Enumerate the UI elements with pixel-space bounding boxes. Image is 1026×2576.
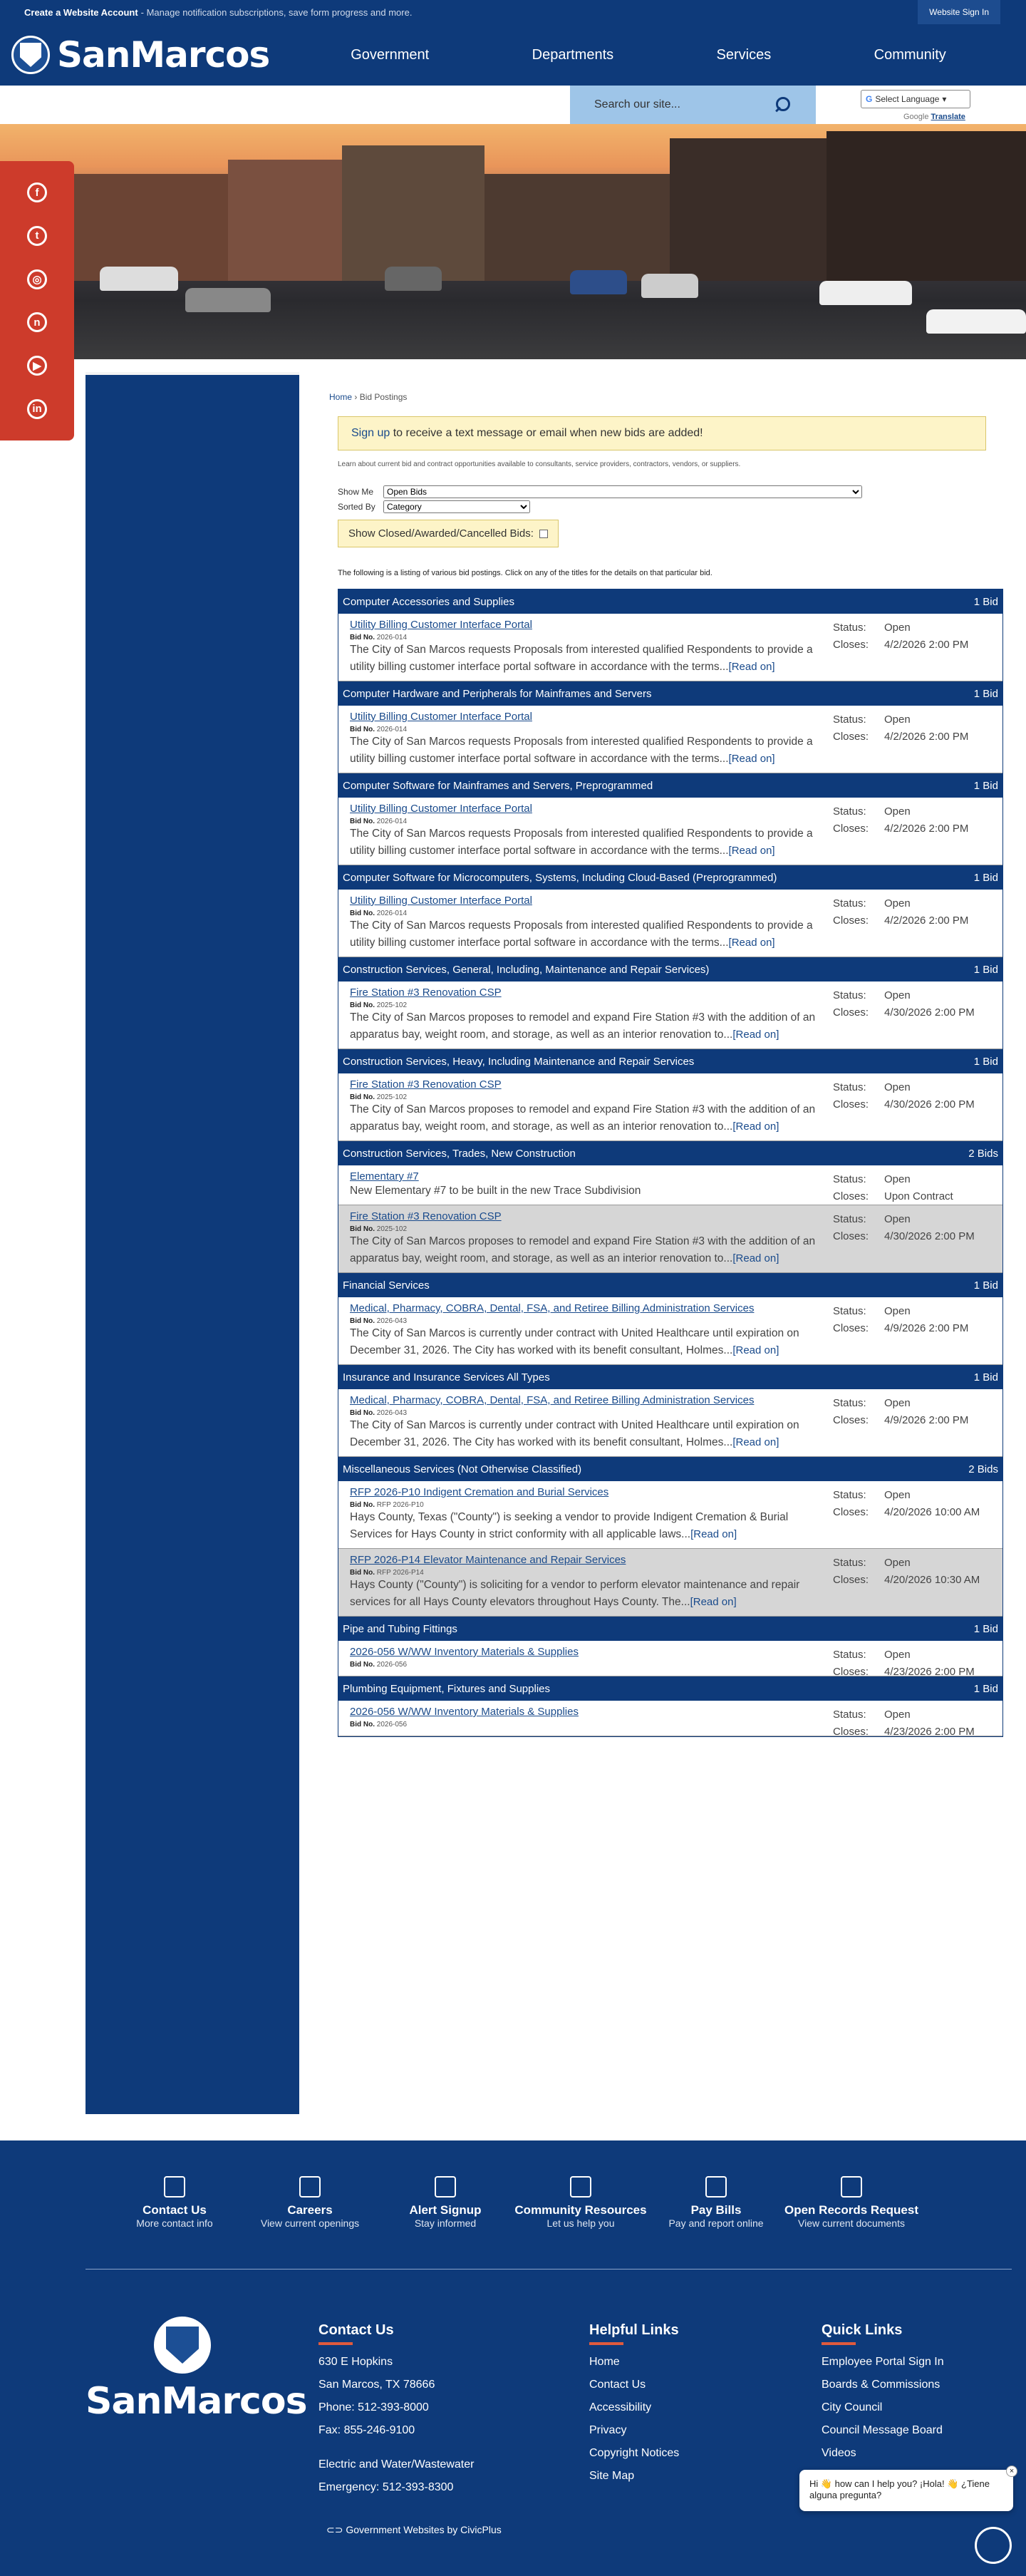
- status-value: Open: [884, 897, 911, 910]
- bid-number-label: Bid No.: [350, 1661, 377, 1669]
- quick-links-heading: Quick Links: [822, 2322, 903, 2338]
- bid-status: [833, 1303, 998, 1337]
- closes-label: Closes:: [833, 1574, 869, 1586]
- bid-number: Bid No. 2026-056: [350, 1721, 408, 1729]
- chat-popup[interactable]: [799, 2467, 1015, 2511]
- closes-value: 4/23/2026 2:00 PM: [884, 1726, 975, 1738]
- bid-item: [338, 706, 1002, 773]
- status-value: Open: [884, 1081, 911, 1093]
- main-nav: [0, 24, 1026, 86]
- closes-label: Closes:: [833, 1190, 869, 1202]
- category-header: [338, 1617, 1002, 1641]
- quick-link-subtitle: View current documents: [798, 2217, 905, 2229]
- closes-value: 4/2/2026 2:00 PM: [884, 915, 969, 927]
- status-label: Status:: [833, 1557, 866, 1569]
- bid-status: [833, 1079, 998, 1113]
- status-value: Open: [884, 1557, 911, 1569]
- signup-link[interactable]: Sign up: [351, 427, 390, 439]
- hero-image: [0, 124, 1026, 359]
- footer-helpful-links: [589, 2321, 679, 2488]
- main-content-wrap: [86, 372, 1016, 2114]
- bid-number: Bid No. 2026-043: [350, 1317, 408, 1325]
- translate-link[interactable]: Translate: [931, 113, 965, 121]
- google-label: Google: [903, 113, 929, 121]
- contact-line: Phone: 512-393-8000: [318, 2401, 429, 2413]
- status-label: Status:: [833, 1709, 866, 1721]
- status-label: Status:: [833, 713, 866, 726]
- status-value: Open: [884, 989, 911, 1001]
- chat-text: Hi 👋 how can I help you? ¡Hola! 👋 ¿Tiene alguna pregunta?: [809, 2478, 990, 2500]
- quick-link-city-council[interactable]: City Council: [822, 2401, 883, 2413]
- bid-number-label: Bid No.: [350, 818, 377, 825]
- closes-label: Closes:: [833, 731, 869, 743]
- breadcrumb-separator: ›: [352, 392, 360, 402]
- bid-status: [833, 1211, 998, 1245]
- category-name: Construction Services, Heavy, Including Maintenance and Repair Services: [343, 1055, 695, 1068]
- bid-title-link[interactable]: Medical, Pharmacy, COBRA, Dental, FSA, and Retiree Billing Administration Services: [350, 1302, 755, 1314]
- category-header: [338, 1141, 1002, 1165]
- read-on-link[interactable]: [Read on]: [690, 1596, 737, 1608]
- closes-value: 4/23/2026 2:00 PM: [884, 1666, 975, 1678]
- quick-link-title: Careers: [287, 2203, 333, 2217]
- quick-link-title: Contact Us: [142, 2203, 207, 2217]
- bid-description: The City of San Marcos proposes to remodel and expand Fire Station #3 with the addition of an apparatus bay, weight room, and storage, as well as an interior renovation to...[Read on]: [350, 1011, 816, 1041]
- nav-item-community[interactable]: Community: [874, 46, 946, 63]
- status-label: Status:: [833, 1305, 866, 1317]
- chevron-down-icon: ▾: [942, 94, 947, 104]
- footer-link-privacy[interactable]: Privacy: [589, 2424, 627, 2436]
- bid-number: Bid No. 2026-014: [350, 634, 408, 642]
- bid-status: [833, 987, 998, 1021]
- show-closed-label: Show Closed/Awarded/Cancelled Bids:: [348, 527, 534, 540]
- bid-title-link[interactable]: Fire Station #3 Renovation CSP: [350, 1210, 502, 1222]
- civicplus-credit[interactable]: ⊂⊃ Government Websites by CivicPlus: [326, 2524, 502, 2535]
- footer-quicklinks: [822, 2321, 944, 2465]
- nav-menu: [299, 24, 998, 86]
- quick-link-community-resources[interactable]: [513, 2176, 648, 2262]
- bid-item: [338, 890, 1002, 957]
- helpful-links-heading: Helpful Links: [589, 2322, 679, 2338]
- status-label: Status:: [833, 622, 866, 634]
- status-value: Open: [884, 1649, 911, 1661]
- show-closed-checkbox[interactable]: [539, 530, 548, 538]
- nav-item-departments[interactable]: Departments: [532, 46, 614, 63]
- bid-number: Bid No. 2026-014: [350, 910, 408, 917]
- quick-link-pay-bills[interactable]: [648, 2176, 784, 2262]
- quick-link-videos[interactable]: Videos: [822, 2447, 856, 2459]
- language-select[interactable]: [861, 90, 970, 108]
- contact-line: Electric and Water/Wastewater: [318, 2458, 475, 2471]
- closes-value: 4/30/2026 2:00 PM: [884, 1006, 975, 1019]
- show-me-label: Show Me: [338, 487, 374, 497]
- bid-description: The City of San Marcos requests Proposals from interested qualified Respondents to provide a utility billing customer interface portal software in accordance with the terms...[Read on]: [350, 828, 813, 857]
- quick-link-subtitle: More contact info: [136, 2217, 213, 2229]
- status-value: Open: [884, 1709, 911, 1721]
- closes-label: Closes:: [833, 1322, 869, 1334]
- category-name: Financial Services: [343, 1279, 430, 1292]
- read-on-link[interactable]: [Read on]: [732, 1252, 779, 1264]
- account-bar: [0, 0, 1026, 24]
- bid-number-label: Bid No.: [350, 1501, 377, 1509]
- quick-link-contact-us[interactable]: [107, 2176, 242, 2262]
- contact-line: Emergency: 512-393-8300: [318, 2481, 454, 2493]
- bid-status: [833, 803, 998, 838]
- closes-label: Closes:: [833, 823, 869, 835]
- quick-link-title: Community Resources: [514, 2203, 647, 2217]
- closes-value: 4/20/2026 10:00 AM: [884, 1506, 980, 1518]
- closes-label: Closes:: [833, 1006, 869, 1019]
- footer-link-home[interactable]: Home: [589, 2356, 620, 2368]
- social-media-bar: [0, 161, 74, 441]
- closes-value: 4/2/2026 2:00 PM: [884, 731, 969, 743]
- bid-title-link[interactable]: RFP 2026-P14 Elevator Maintenance and Repair Services: [350, 1554, 626, 1566]
- bid-description: The City of San Marcos requests Proposals from interested qualified Respondents to provide a utility billing customer interface portal software in accordance with the terms...[Read on]: [350, 644, 813, 673]
- status-label: Status:: [833, 1397, 866, 1409]
- building-icon: [841, 2176, 862, 2198]
- category-count: 1 Bid: [973, 779, 998, 792]
- breadcrumb: [329, 392, 986, 402]
- bid-number: Bid No. 2025-102: [350, 1093, 408, 1101]
- bill-icon: [705, 2176, 727, 2198]
- status-label: Status:: [833, 1649, 866, 1661]
- bid-status: [833, 1487, 998, 1521]
- closes-value: 4/30/2026 2:00 PM: [884, 1098, 975, 1111]
- read-on-link[interactable]: [Read on]: [732, 1344, 779, 1356]
- bid-status: [833, 895, 998, 929]
- footer-contact: [318, 2321, 474, 2499]
- category-count: 1 Bid: [973, 1371, 998, 1384]
- quick-link-title: Open Records Request: [784, 2203, 918, 2217]
- category-count: 1 Bid: [973, 1622, 998, 1635]
- bid-status: [833, 1555, 998, 1589]
- bid-item: [338, 1481, 1002, 1549]
- closes-label: Closes:: [833, 1414, 869, 1426]
- bid-number: Bid No. 2025-102: [350, 1225, 408, 1233]
- quick-link-open-records-request[interactable]: [784, 2176, 919, 2262]
- category-name: Computer Software for Mainframes and Servers, Preprogrammed: [343, 779, 653, 792]
- bid-title-link[interactable]: Utility Billing Customer Interface Portal: [350, 895, 532, 907]
- linkedin-icon[interactable]: in: [27, 399, 47, 419]
- status-value: Open: [884, 1305, 911, 1317]
- nav-item-government[interactable]: Government: [351, 46, 430, 63]
- status-value: Open: [884, 1173, 911, 1185]
- read-on-link[interactable]: [Read on]: [732, 1436, 779, 1448]
- search-row: [0, 86, 1026, 124]
- closes-value: 4/2/2026 2:00 PM: [884, 639, 969, 651]
- breadcrumb-current: Bid Postings: [359, 392, 408, 402]
- quick-link-subtitle: Pay and report online: [668, 2217, 764, 2229]
- youtube-icon[interactable]: ▶: [27, 356, 47, 376]
- read-on-link[interactable]: [Read on]: [728, 845, 775, 857]
- category-name: Computer Accessories and Supplies: [343, 595, 514, 608]
- category-header: [338, 1365, 1002, 1389]
- bid-number: Bid No. 2026-014: [350, 818, 408, 825]
- city-seal-icon: [11, 36, 50, 74]
- closes-value: 4/2/2026 2:00 PM: [884, 823, 969, 835]
- bid-description: The City of San Marcos requests Proposals from interested qualified Respondents to provide a utility billing customer interface portal software in accordance with the terms...[Read on]: [350, 736, 813, 765]
- status-label: Status:: [833, 1081, 866, 1093]
- category-header: [338, 1049, 1002, 1073]
- status-value: Open: [884, 805, 911, 818]
- category-name: Miscellaneous Services (Not Otherwise Classified): [343, 1463, 582, 1475]
- category-name: Plumbing Equipment, Fixtures and Supplies: [343, 1682, 550, 1695]
- closes-label: Closes:: [833, 1230, 869, 1242]
- contact-line: 630 E Hopkins: [318, 2356, 393, 2368]
- signup-alert: [338, 416, 986, 450]
- footer-contact-heading: Contact Us: [318, 2322, 394, 2338]
- bid-number: Bid No. 2025-102: [350, 1001, 408, 1009]
- bid-postings-content: [299, 372, 1016, 2114]
- category-header: [338, 1273, 1002, 1297]
- show-closed-toggle: [338, 520, 559, 547]
- closes-label: Closes:: [833, 915, 869, 927]
- bid-categories: [338, 589, 1003, 1737]
- read-on-link[interactable]: [Read on]: [728, 753, 775, 765]
- status-label: Status:: [833, 1213, 866, 1225]
- instagram-icon[interactable]: ◎: [27, 269, 47, 289]
- category-name: Computer Software for Microcomputers, Systems, Including Cloud-Based (Preprogrammed): [343, 871, 777, 884]
- bid-title-link[interactable]: Utility Billing Customer Interface Portal: [350, 711, 532, 723]
- footer-divider: [86, 2269, 1012, 2270]
- status-label: Status:: [833, 989, 866, 1001]
- bid-status: [833, 1647, 998, 1681]
- bid-item: [338, 798, 1002, 865]
- bid-number-label: Bid No.: [350, 634, 377, 642]
- city-seal-icon: [152, 2314, 213, 2376]
- bid-title-link[interactable]: RFP 2026-P10 Indigent Cremation and Burial Services: [350, 1486, 609, 1498]
- breadcrumb-home[interactable]: Home: [329, 392, 353, 402]
- category-count: 1 Bid: [973, 1279, 998, 1292]
- contact-card-icon: [164, 2176, 185, 2198]
- nextdoor-icon[interactable]: n: [27, 312, 47, 332]
- bid-title-link[interactable]: 2026-056 W/WW Inventory Materials & Supplies: [350, 1646, 579, 1658]
- bid-item: [338, 1701, 1002, 1736]
- status-label: Status:: [833, 805, 866, 818]
- bid-number: Bid No. RFP 2026-P14: [350, 1569, 424, 1577]
- bid-status: [833, 711, 998, 746]
- phone-icon: [435, 2176, 456, 2198]
- quick-link-title: Pay Bills: [690, 2203, 742, 2217]
- category-header: [338, 681, 1002, 706]
- site-logo[interactable]: [11, 34, 269, 76]
- google-translate-credit: [903, 113, 965, 121]
- bid-item: [338, 1549, 1002, 1617]
- bid-number-label: Bid No.: [350, 1569, 377, 1577]
- sorted-by-label: Sorted By: [338, 502, 375, 512]
- bid-item: [338, 982, 1002, 1049]
- category-header: [338, 773, 1002, 798]
- bid-number-label: Bid No.: [350, 1409, 377, 1417]
- bid-description: The City of San Marcos proposes to remodel and expand Fire Station #3 with the addition of an apparatus bay, weight room, and storage, as well as an interior renovation to...[Read on]: [350, 1103, 816, 1133]
- category-count: 1 Bid: [973, 687, 998, 700]
- footer-link-accessibility[interactable]: Accessibility: [589, 2401, 652, 2413]
- read-on-link[interactable]: [Read on]: [732, 1029, 779, 1041]
- bid-number-label: Bid No.: [350, 726, 377, 733]
- briefcase-icon: [299, 2176, 321, 2198]
- category-count: 1 Bid: [973, 963, 998, 976]
- closes-value: 4/9/2026 2:00 PM: [884, 1414, 969, 1426]
- status-value: Open: [884, 1213, 911, 1225]
- category-name: Construction Services, Trades, New Construction: [343, 1147, 576, 1160]
- category-count: 1 Bid: [973, 595, 998, 608]
- closes-label: Closes:: [833, 1506, 869, 1518]
- bid-status: [833, 1171, 998, 1205]
- quick-link-subtitle: Stay informed: [414, 2217, 477, 2229]
- bid-item: [338, 1297, 1002, 1365]
- show-me-select[interactable]: [383, 485, 862, 498]
- category-count: 1 Bid: [973, 871, 998, 884]
- bid-status: [833, 1706, 998, 1741]
- closes-label: Closes:: [833, 639, 869, 651]
- status-label: Status:: [833, 1489, 866, 1501]
- logo-text: SanMarcos: [57, 34, 270, 76]
- facebook-icon[interactable]: f: [27, 182, 47, 202]
- status-label: Status:: [833, 1173, 866, 1185]
- bid-title-link[interactable]: Elementary #7: [350, 1170, 419, 1183]
- bid-number-label: Bid No.: [350, 910, 377, 917]
- status-value: Open: [884, 1397, 911, 1409]
- bid-description: The City of San Marcos is currently under contract with United Healthcare until expiration on December 31, 2026. The City has worked with its benefit consultant, Holmes...[Read on]: [350, 1327, 799, 1356]
- read-on-link[interactable]: [Read on]: [732, 1120, 779, 1133]
- bid-number-label: Bid No.: [350, 1317, 377, 1325]
- twitter-icon[interactable]: t: [27, 226, 47, 246]
- closes-value: Upon Contract: [884, 1190, 953, 1202]
- bid-description: Hays County, Texas ("County") is seeking a vendor to provide Indigent Cremation & Burial Services for Hays County in strict conformity with all applicable laws...[Read on]: [350, 1511, 789, 1540]
- website-sign-in-button[interactable]: Website Sign In: [918, 0, 1000, 24]
- intro-text: Learn about current bid and contract opportunities available to consultants, service providers, contractors, vendors, or suppliers.: [338, 460, 741, 468]
- listing-text: The following is a listing of various bid postings. Click on any of the titles for the details on that particular bid.: [338, 569, 712, 577]
- category-name: Pipe and Tubing Fittings: [343, 1622, 457, 1635]
- search-icon[interactable]: [773, 96, 792, 114]
- bid-item: [338, 1389, 1002, 1457]
- footer-link-contact-us[interactable]: Contact Us: [589, 2379, 646, 2391]
- bid-title-link[interactable]: 2026-056 W/WW Inventory Materials & Supplies: [350, 1706, 579, 1718]
- signup-alert-text: to receive a text message or email when new bids are added!: [390, 427, 703, 439]
- quick-link-subtitle: Let us help you: [546, 2217, 615, 2229]
- bid-number-label: Bid No.: [350, 1093, 377, 1101]
- bid-title-link[interactable]: Medical, Pharmacy, COBRA, Dental, FSA, and Retiree Billing Administration Services: [350, 1394, 755, 1406]
- account-bar-text: - Manage notification subscriptions, save form progress and more.: [140, 6, 413, 18]
- bid-number-label: Bid No.: [350, 1001, 377, 1009]
- category-header: [338, 957, 1002, 982]
- bid-filters: [338, 485, 986, 513]
- category-header: [338, 589, 1002, 614]
- bid-title-link[interactable]: Fire Station #3 Renovation CSP: [350, 1078, 502, 1091]
- bid-description: The City of San Marcos proposes to remodel and expand Fire Station #3 with the addition of an apparatus bay, weight room, and storage, as well as an interior renovation to...[Read on]: [350, 1235, 816, 1264]
- contact-line: San Marcos, TX 78666: [318, 2379, 435, 2391]
- language-select-label: Select Language: [875, 94, 940, 104]
- read-on-link[interactable]: [Read on]: [690, 1528, 737, 1540]
- category-count: 2 Bids: [968, 1463, 998, 1475]
- category-name: Computer Hardware and Peripherals for Mainframes and Servers: [343, 687, 652, 700]
- close-icon[interactable]: ×: [1006, 2466, 1017, 2477]
- search-box: [570, 86, 816, 124]
- footer-quick-links: [0, 2140, 1026, 2262]
- bid-number: Bid No. 2026-056: [350, 1661, 408, 1669]
- closes-label: Closes:: [833, 1726, 869, 1738]
- category-name: Construction Services, General, Including, Maintenance and Repair Services): [343, 963, 710, 976]
- category-name: Insurance and Insurance Services All Types: [343, 1371, 550, 1384]
- sorted-by-select[interactable]: [383, 500, 530, 513]
- closes-value: 4/30/2026 2:00 PM: [884, 1230, 975, 1242]
- contact-line: Fax: 855-246-9100: [318, 2424, 415, 2436]
- quick-link-alert-signup[interactable]: [378, 2176, 513, 2262]
- bid-description: New Elementary #7 to be built in the new Trace Subdivision: [350, 1185, 641, 1197]
- bid-number: Bid No. 2026-014: [350, 726, 408, 733]
- people-icon: [570, 2176, 591, 2198]
- read-on-link[interactable]: [Read on]: [728, 661, 775, 673]
- bid-item: [338, 614, 1002, 681]
- nav-item-services[interactable]: Services: [716, 46, 772, 63]
- quick-link-title: Alert Signup: [409, 2203, 482, 2217]
- side-column: [86, 375, 299, 2114]
- category-count: 2 Bids: [968, 1147, 998, 1160]
- bid-number: Bid No. 2026-043: [350, 1409, 408, 1417]
- closes-value: 4/20/2026 10:30 AM: [884, 1574, 980, 1586]
- civicplus-text: Government Websites by CivicPlus: [346, 2524, 502, 2535]
- footer-logo-text: SanMarcos: [86, 2380, 307, 2423]
- bid-title-link[interactable]: Utility Billing Customer Interface Portal: [350, 619, 532, 631]
- closes-label: Closes:: [833, 1666, 869, 1678]
- google-icon: G: [866, 94, 873, 104]
- bid-item: [338, 1641, 1002, 1676]
- bid-status: [833, 619, 998, 654]
- bid-description: The City of San Marcos requests Proposals from interested qualified Respondents to provide a utility billing customer interface portal software in accordance with the terms...[Read on]: [350, 919, 813, 949]
- status-value: Open: [884, 1489, 911, 1501]
- bid-item: [338, 1073, 1002, 1141]
- category-count: 1 Bid: [973, 1682, 998, 1695]
- closes-label: Closes:: [833, 1098, 869, 1111]
- status-label: Status:: [833, 897, 866, 910]
- bid-number-label: Bid No.: [350, 1721, 377, 1729]
- category-count: 1 Bid: [973, 1055, 998, 1068]
- create-account-link[interactable]: Create a Website Account: [24, 6, 138, 18]
- bid-item: [338, 1205, 1002, 1273]
- bid-title-link[interactable]: Fire Station #3 Renovation CSP: [350, 986, 502, 999]
- footer-link-copyright-notices[interactable]: Copyright Notices: [589, 2447, 680, 2459]
- read-on-link[interactable]: [Read on]: [728, 937, 775, 949]
- status-value: Open: [884, 713, 911, 726]
- bid-item: [338, 1165, 1002, 1205]
- chat-button[interactable]: [975, 2527, 1012, 2564]
- footer-link-site-map[interactable]: Site Map: [589, 2470, 635, 2482]
- quick-link-subtitle: View current openings: [260, 2217, 360, 2229]
- category-header: [338, 865, 1002, 890]
- bid-title-link[interactable]: Utility Billing Customer Interface Portal: [350, 803, 532, 815]
- bid-status: [833, 1395, 998, 1429]
- category-header: [338, 1457, 1002, 1481]
- quick-link-council-message-board[interactable]: Council Message Board: [822, 2424, 943, 2436]
- bid-description: The City of San Marcos is currently under contract with United Healthcare until expiration on December 31, 2026. The City has worked with its benefit consultant, Holmes...[Read on]: [350, 1419, 799, 1448]
- footer-logo[interactable]: [86, 2314, 307, 2423]
- bid-description: Hays County ("County") is soliciting for a vendor to perform elevator maintenance and repair services for all Hays County elevators throughout Hays County. The...[Read on]: [350, 1579, 800, 1608]
- quick-link-boards-commissions[interactable]: Boards & Commissions: [822, 2379, 940, 2391]
- search-input[interactable]: [594, 98, 773, 111]
- bid-number-label: Bid No.: [350, 1225, 377, 1233]
- quick-link-careers[interactable]: [242, 2176, 378, 2262]
- status-value: Open: [884, 622, 911, 634]
- closes-value: 4/9/2026 2:00 PM: [884, 1322, 969, 1334]
- contact-line: [318, 2442, 474, 2453]
- quick-link-employee-portal-sign-in[interactable]: Employee Portal Sign In: [822, 2356, 944, 2368]
- bid-number: Bid No. RFP 2026-P10: [350, 1501, 424, 1509]
